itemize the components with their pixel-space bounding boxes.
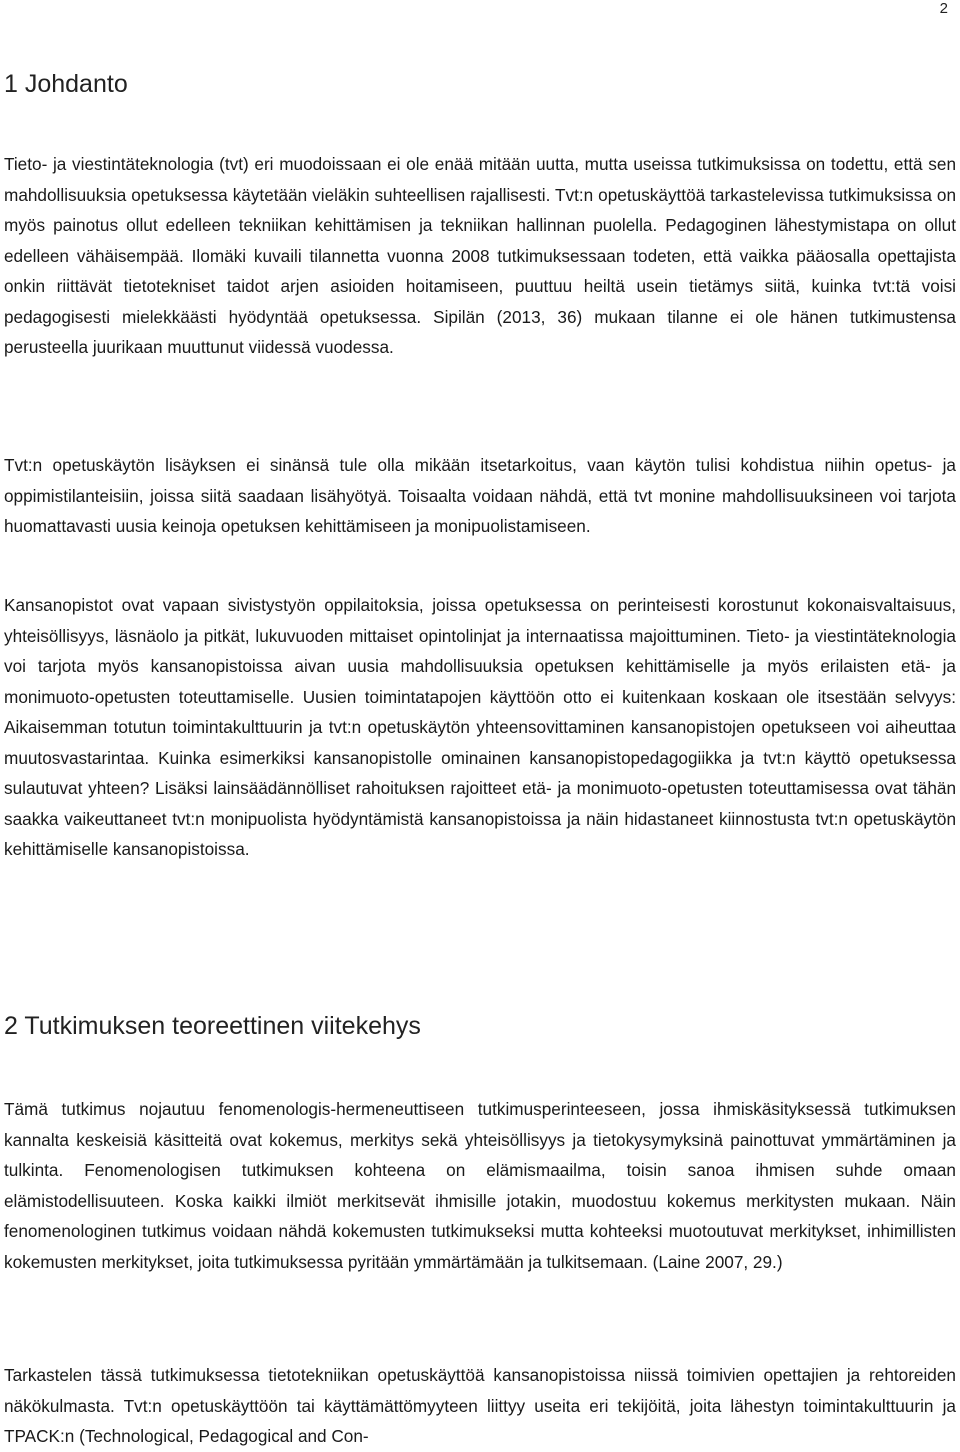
paragraph-framework-1: Tämä tutkimus nojautuu fenomenologis-hermeneuttiseen tutkimusperinteeseen, jossa ihmiskäsityksessä tutkimuksen kannalta keskeisiä käsitteitä ovat kokemus, merkitys sekä yhteisöllisyys ja tietokysymyksinä painottuvat ymmärtäminen ja tulkinta. Fenomenologisen tutkimuksen kohteena on elämismaailma, toisin sanoa ihmisen suhde omaan elämistodellisuuteen. Koska kaikki ilmiöt merkitsevät ihmisille jotakin, muodostuu kokemus merkitysten mukaan. Näin fenomenologinen tutkimus voidaan nähdä kokemusten tutkimukseksi mutta kohteeksi muotoutuvat merkitykset, inhimillisten kokemusten merkitykset, joita tutkimuksessa pyritään ymmärtämään ja tulkitsemaan. (Laine 2007, 29.) [4,1099,956,1272]
paragraph-intro-2: Tvt:n opetuskäytön lisäyksen ei sinänsä tule olla mikään itsetarkoitus, vaan käytön tulisi kohdistua niihin opetus- ja oppimistilanteisiin, joissa siitä saadaan lisähyötyä. Toisaalta voidaan nähdä, että tvt monine mahdollisuuksineen voi tarjota huomattavasti uusia keinoja opetuksen kehittämiseen ja monipuolistamiseen. [4,455,956,536]
paragraph-intro-3: Kansanopistot ovat vapaan sivistystyön oppilaitoksia, joissa opetuksessa on perinteisesti korostunut kokonaisvaltaisuus, yhteisöllisyys, läsnäolo ja pitkät, lukuvuoden mittaiset opintolinjat ja internaatissa majoittuminen. Tieto- ja viestintäteknologia voi tarjota myös kansanopistoissa aivan uusia mahdollisuuksia opetuksen kehittämiselle ja myös erilaisten etä- ja monimuoto-opetusten toteuttamiselle. Uusien toimintatapojen käyttöön otto ei kuitenkaan koskaan ole itsestään selvyys: Aikaisemman totutun toimintakulttuurin ja tvt:n opetuskäytön yhteensovittaminen kansanopistojen opetukseen voi aiheuttaa muutosvastarintaa. Kuinka esimerkiksi kansanopistolle ominainen kansanopistopedagogiikka ja tvt:n käyttö opetuksessa sulautuvat yhteen? Lisäksi lainsäädännölliset rahoituksen rajoitteet etä- ja monimuoto-opetusten toteuttamisessa ovat tähän saakka vaikeuttaneet tvt:n monipuolista hyödyntämistä kansanopistoissa ja näin hidastaneet kiinnostusta tvt:n opetuskäytön kehittämiselle kansanopistoissa. [4,595,956,859]
paragraph-framework-2: Tarkastelen tässä tutkimuksessa tietotekniikan opetuskäyttöä kansanopistoissa niissä toimivien opettajien ja rehtoreiden näkökulmasta. Tvt:n opetuskäyttöön tai käyttämättömyyteen liittyy useita eri tekijöitä, joita lähestyn toimintakulttuurin ja TPACK:n (Technological, Pedagogical and Con- [4,1365,956,1446]
section-heading-johdanto: 1 Johdanto [4,70,128,98]
section-heading-theoretical-framework: 2 Tutkimuksen teoreettinen viitekehys [4,1012,421,1040]
paragraph-intro-1: Tieto- ja viestintäteknologia (tvt) eri muodoissaan ei ole enää mitään uutta, mutta useissa tutkimuksissa on todettu, että sen mahdollisuuksia opetuksessa käytetään vieläkin suhteellisen rajallisesti. Tvt:n opetuskäyttöä tarkastelevissa tutkimuksissa on myös painotus ollut edelleen tekniikan kehittämisen ja tekniikan hallinnan puolella. Pedagoginen lähestymistapa on ollut edelleen vähäisempää. Ilomäki kuvaili tilannetta vuonna 2008 tutkimuksessaan todeten, että vaikka pääosalla opettajista onkin riittävät tietotekniset taidot arjen asioiden hoitamiseen, puuttuu heiltä usein tietämys siitä, kuinka tvt:tä voisi pedagogisesti mielekkäästi hyödyntää opetuksessa. Sipilän (2013, 36) mukaan tilanne ei ole hänen tutkimustensa perusteella juurikaan muuttunut viidessä vuodessa. [4,154,956,357]
page-number: 2 [939,0,948,17]
